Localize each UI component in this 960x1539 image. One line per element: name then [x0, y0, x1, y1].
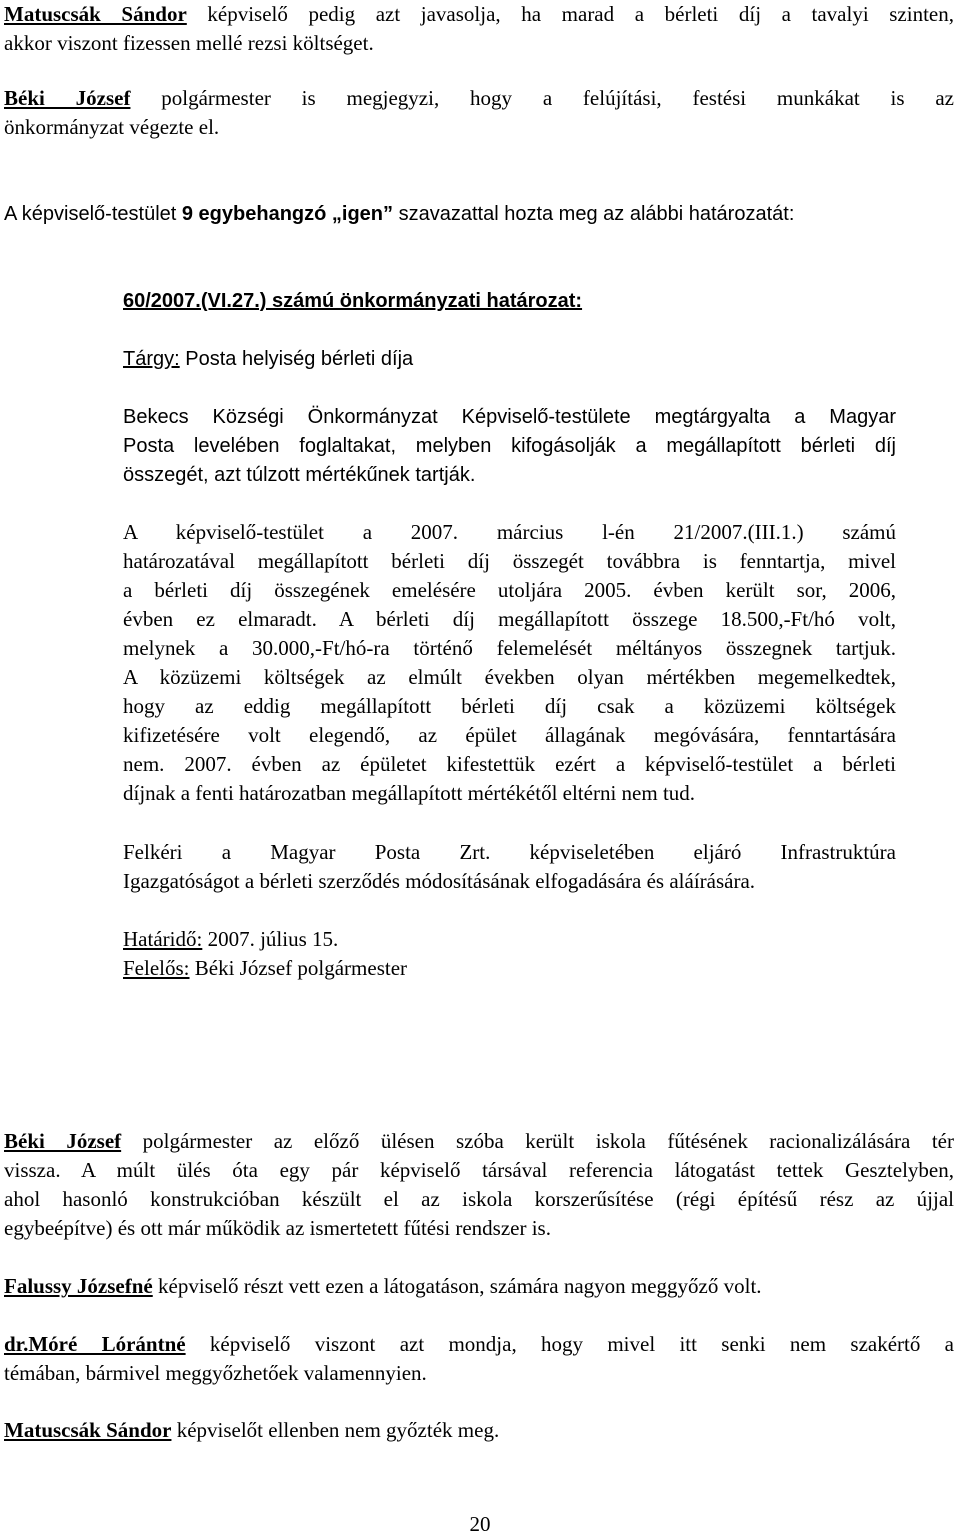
paragraph-line: ahol hasonló konstrukcióban készült el az iskola korszerűsítése (régi építésű rész az újjal: [4, 1187, 954, 1211]
paragraph-line: kifizetésére volt elegendő, az épület állagának megóvására, fenntartására: [123, 723, 896, 747]
responsible-value: Béki József polgármester: [189, 956, 408, 980]
resolution-paragraph-2: [123, 518, 896, 808]
paragraph-line: A képviselő-testület a 2007. március l-én 21/2007.(III.1.) számú: [123, 520, 896, 544]
paragraph-line: összegét, azt túlzott mértékűnek tartják.: [123, 464, 476, 486]
paragraph-more: [4, 1330, 954, 1388]
paragraph-line: egybeépítve) és ott már működik az ismertetett fűtési rendszer is.: [4, 1216, 551, 1240]
resolution-subject: [123, 345, 896, 374]
subject-label: Tárgy:: [123, 348, 180, 370]
paragraph-text: képviselő pedig azt javasolja, ha marad a bérleti díj a tavalyi szinten,: [186, 2, 954, 26]
paragraph-text: képviselő részt vett ezen a látogatáson, számára nagyon meggyőző volt.: [152, 1274, 762, 1298]
paragraph-line: Igazgatóságot a bérleti szerződés módosításának elfogadására és aláírására.: [123, 869, 756, 893]
paragraph-line: [4, 0, 954, 29]
paragraph-text: polgármester az előző ülésen szóba került iskola fűtésének racionalizálására tér: [121, 1129, 954, 1153]
speaker-name: Falussy Józsefné: [4, 1274, 153, 1298]
paragraph-line: Felkéri a Magyar Posta Zrt. képviseletében eljáró Infrastruktúra: [123, 840, 896, 864]
resolution-paragraph-1: [123, 403, 896, 490]
paragraph-matuscsak-2: [4, 1416, 954, 1445]
vote-text-end: szavazattal hozta meg az alábbi határozatát:: [393, 203, 795, 225]
vote-count: 9 egybehangzó „igen”: [181, 203, 394, 225]
paragraph-beki-2: [4, 1127, 954, 1243]
paragraph-line: [4, 84, 954, 113]
subject-text: Posta helyiség bérleti díja: [179, 348, 414, 370]
resolution-title: 60/2007.(VI.27.) számú önkormányzati határozat:: [123, 290, 583, 312]
deadline-label: Határidő:: [123, 927, 203, 951]
resolution-deadline: [123, 925, 896, 954]
paragraph-matuscsak-1: [4, 0, 954, 58]
page-number: 20: [469, 1512, 491, 1536]
paragraph-line: [4, 1127, 954, 1156]
deadline-value: 2007. július 15.: [202, 927, 339, 951]
paragraph-beki-1: [4, 84, 954, 142]
paragraph-line: a bérleti díj összegének emelésére utoljára 2005. évben került sor, 2006,: [123, 578, 896, 602]
paragraph-text: képviselő viszont azt mondja, hogy mivel itt senki nem szakértő a: [185, 1332, 954, 1356]
paragraph-text: polgármester is megjegyzi, hogy a felújítási, festési munkákat is az: [130, 86, 954, 110]
paragraph-line: vissza. A múlt ülés óta egy pár képviselő társával referencia látogatást tettek Gesztelyben,: [4, 1158, 954, 1182]
paragraph-line: Bekecs Községi Önkormányzat Képviselő-testülete megtárgyalta a Magyar: [123, 406, 896, 428]
paragraph-line: témában, bármivel meggyőzhetőek valamennyien.: [4, 1361, 427, 1385]
paragraph-text: képviselőt ellenben nem győzték meg.: [171, 1418, 500, 1442]
vote-statement: [4, 200, 954, 229]
paragraph-line: akkor viszont fizessen mellé rezsi költséget.: [4, 31, 374, 55]
paragraph-line: határozatával megállapított bérleti díj összegét továbbra is fenntartja, mivel: [123, 549, 896, 573]
resolution-responsible: [123, 954, 896, 983]
paragraph-line: melynek a 30.000,-Ft/hó-ra történő felemelését méltányos összegnek tartjuk.: [123, 636, 896, 660]
speaker-name: Matuscsák Sándor: [4, 2, 187, 26]
speaker-name: Matuscsák Sándor: [4, 1418, 172, 1442]
paragraph-line: [4, 1330, 954, 1359]
vote-text: A képviselő-testület: [4, 203, 182, 225]
speaker-name: dr.Móré Lórántné: [4, 1332, 186, 1356]
resolution-paragraph-3: [123, 838, 896, 896]
paragraph-falussy: [4, 1272, 954, 1301]
paragraph-line: nem. 2007. évben az épületet kifestettük ezért a képviselő-testület a bérleti: [123, 752, 896, 776]
speaker-name: Béki József: [4, 86, 131, 110]
responsible-label: Felelős:: [123, 956, 190, 980]
paragraph-line: Posta levelében foglaltakat, melyben kifogásolják a megállapított bérleti díj: [123, 435, 896, 457]
paragraph-line: A közüzemi költségek az elmúlt években olyan mértékben megemelkedtek,: [123, 665, 896, 689]
paragraph-line: hogy az eddig megállapított bérleti díj csak a közüzemi költségek: [123, 694, 896, 718]
paragraph-line: önkormányzat végezte el.: [4, 115, 220, 139]
speaker-name: Béki József: [4, 1129, 122, 1153]
paragraph-line: évben ez elmaradt. A bérleti díj megállapított összege 18.500,-Ft/hó volt,: [123, 607, 896, 631]
paragraph-line: díjnak a fenti határozatban megállapított mértékétől eltérni nem tud.: [123, 781, 696, 805]
